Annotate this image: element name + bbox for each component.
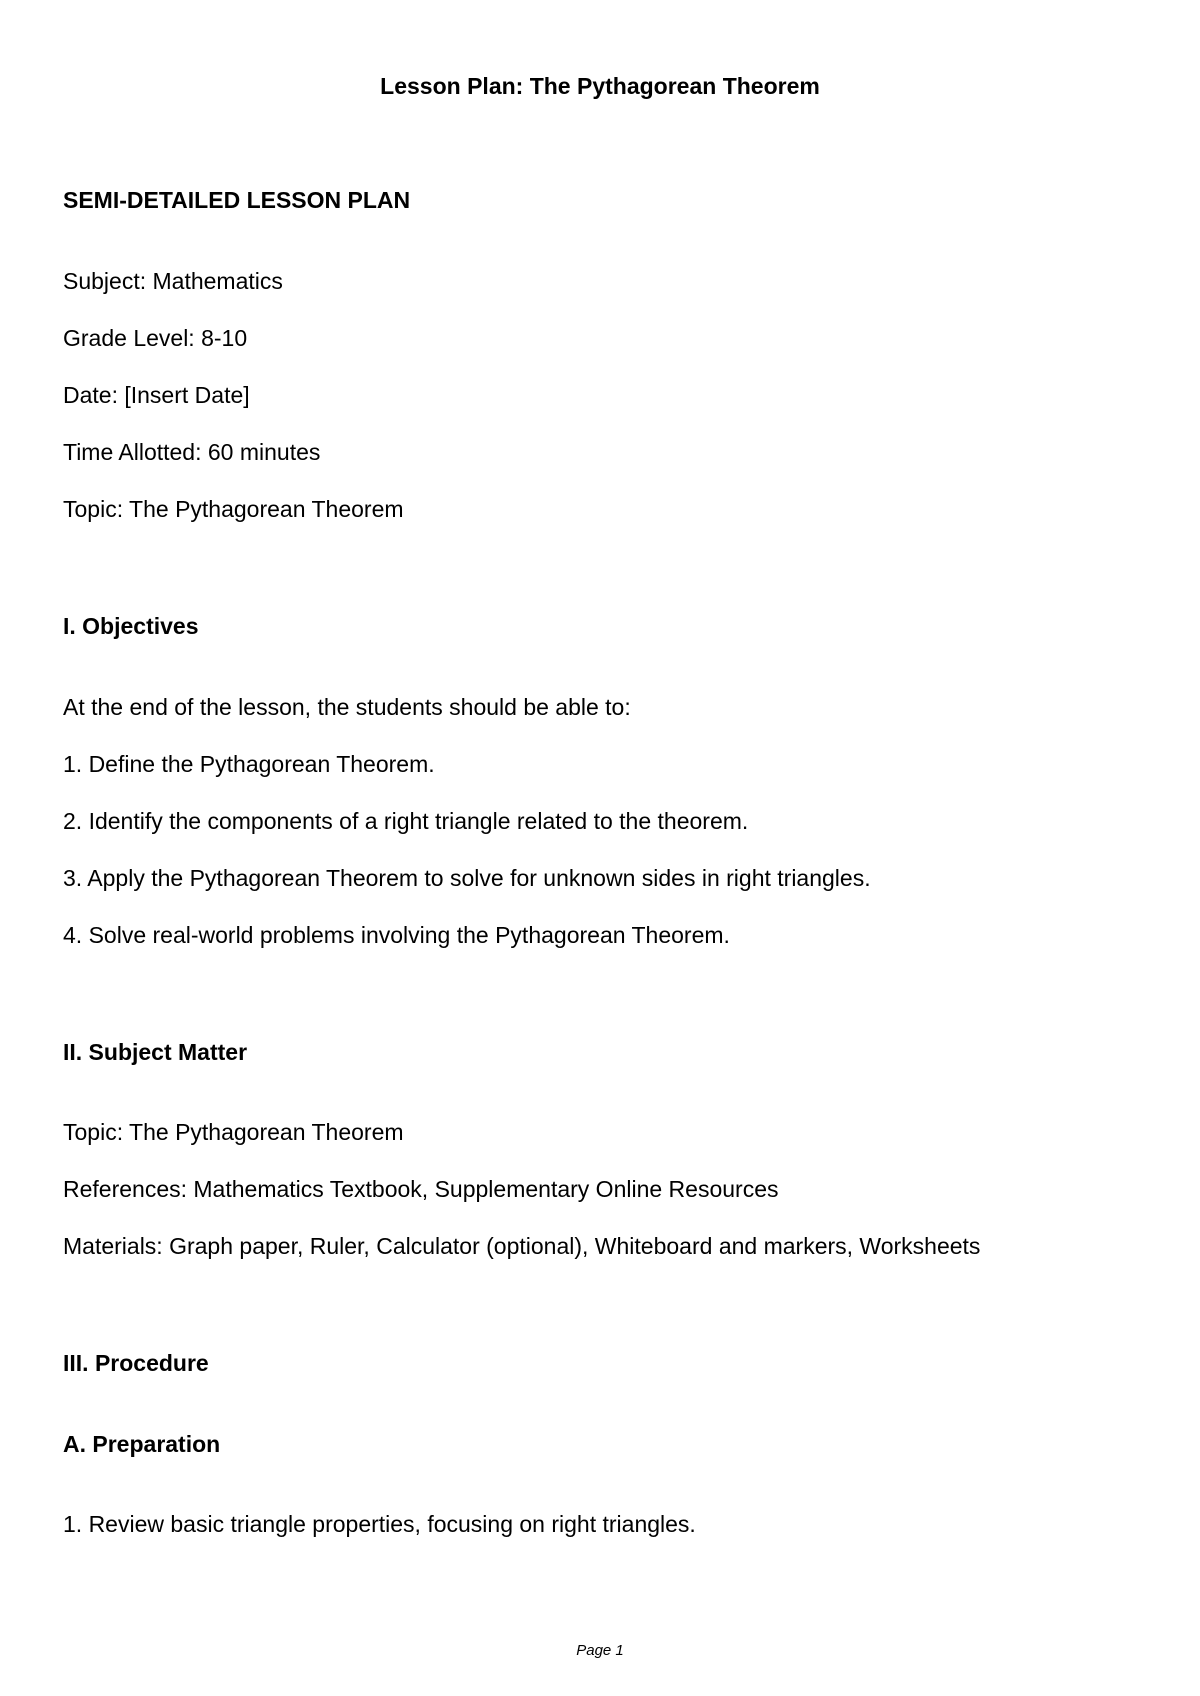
plan-type-heading: SEMI-DETAILED LESSON PLAN	[63, 187, 411, 213]
objectives-heading: I. Objectives	[63, 613, 199, 639]
topic-line: Topic: The Pythagorean Theorem	[63, 496, 404, 522]
time-allotted-line: Time Allotted: 60 minutes	[63, 439, 321, 465]
preparation-item: 1. Review basic triangle properties, focusing on right triangles.	[63, 1511, 696, 1537]
subject-line: Subject: Mathematics	[63, 268, 283, 294]
subject-matter-materials: Materials: Graph paper, Ruler, Calculator (optional), Whiteboard and markers, Worksheets	[63, 1233, 981, 1259]
subject-matter-heading: II. Subject Matter	[63, 1039, 248, 1065]
document-title: Lesson Plan: The Pythagorean Theorem	[380, 73, 820, 99]
objective-item: 3. Apply the Pythagorean Theorem to solve for unknown sides in right triangles.	[63, 865, 871, 891]
procedure-heading: III. Procedure	[63, 1350, 209, 1376]
page-number: Page 1	[576, 1642, 624, 1659]
grade-level-line: Grade Level: 8-10	[63, 325, 248, 351]
objectives-intro: At the end of the lesson, the students should be able to:	[63, 694, 631, 720]
preparation-heading: A. Preparation	[63, 1431, 221, 1457]
objective-item: 2. Identify the components of a right triangle related to the theorem.	[63, 808, 749, 834]
subject-matter-topic: Topic: The Pythagorean Theorem	[63, 1119, 404, 1145]
objective-item: 1. Define the Pythagorean Theorem.	[63, 751, 435, 777]
date-line: Date: [Insert Date]	[63, 382, 250, 408]
subject-matter-references: References: Mathematics Textbook, Supplementary Online Resources	[63, 1176, 779, 1202]
objective-item: 4. Solve real-world problems involving the Pythagorean Theorem.	[63, 922, 730, 948]
